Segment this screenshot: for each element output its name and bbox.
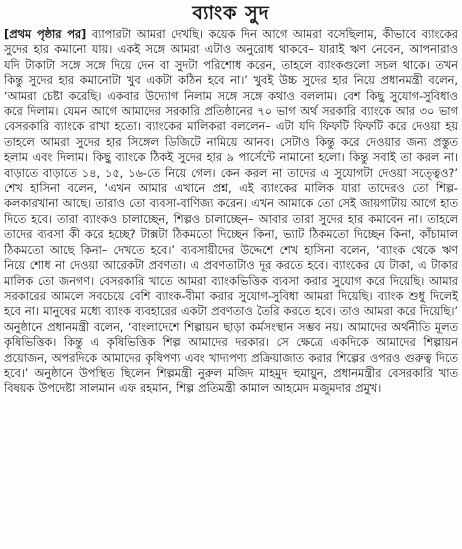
article-body xyxy=(4,27,458,546)
article-body-text: ব্যাপারটা আমরা দেখছি। কয়েক দিন আগে আমরা বসেছিলাম, কীভাবে ব্যাংকের সুদের হার কমানো যায়। একই সঙ্গে আমরা এটাও অনুরোধ থাকবে– যারাই ঋণ নেবেন, আপনারাও যদি টাকাটা সঙ্গে সঙ্গে দিয়ে দেন বা সুদটা পরিশোধ করেন, তাহলে ব্যাংকগুলো সচল থাকে। তখন কিন্তু সুদের হার কমানোটা খুব একটা কঠিন হবে না।’ খুবই উচ্চ সুদের হার নিয়ে প্রধানমন্ত্রী বলেন, ‘আমরা চেষ্টা করেছি। একবার উদ্যোগ নিলাম সঙ্গে সঙ্গে কথাও বললাম। বেশ কিছু সুযোগ-সুবিধাও করে দিলাম। যেমন আগে আমাদের সরকারি প্রতিষ্ঠানের ৭০ ভাগ অর্থ সরকারি ব্যাংকে আর ৩০ ভাগ বেসরকারি ব্যাংকে রাখা হতো। ব্যাংকের মালিকরা বললেন– এটা যদি ফিফটি ফিফটি করে দেওয়া হয় তাহলে আমরা সুদের হার সিঙ্গেল ডিজিটে নামিয়ে আনব। সেটাও কিন্তু করে দেওয়ার জন্য প্রস্তুত হলাম এবং দিলাম। কিছু ব্যাংকে ঠিকই সুদের হার ৯ পার্সেন্টে নামানো হলো। কিন্তু সবাই তা করল না। বাড়াতে বাড়াতে ১৪, ১৫, ১৬-তে নিয়ে গেল। কেন করল না তাদের এ সুযোগটা দেওয়া সত্ত্বেও?’ শেখ হাসিনা বলেন, ‘এখন আমার এখানে প্রশ্ন, এই ব্যাংকের মালিক যারা তাদেরও তো শিল্প-কলকারখানা আছে। তারাও তো ব্যবসা-বাণিজ্য করেন। এখন আমাকে তো সেই জায়গাটায় আগে হাত দিতে হবে। তারা ব্যাংকও চালাচ্ছেন, শিল্পও চালাচ্ছেন– আবার তারা সুদের হার কমাবেন না। তাহলে তাদের ব্যবসা কী করে হচ্ছে? টাক্সটা ঠিকমতো দিচ্ছেন কিনা, ভ্যাট ঠিকমতো দিচ্ছেন কিনা, কাঁচামাল ঠিকমতো আছে কিনা– দেখতে হবে।’ ব্যবসায়ীদের উদ্দেশে শেখ হাসিনা বলেন, ‘ব্যাংক থেকে ঋণ নিয়ে শোধ না দেওয়া আরেকটা প্রবণতা। এ প্রবণতাটাও দূর করতে হবে। ব্যাংকের যে টাকা, এ টাকার মালিক তো জনগণ। বেসরকারি খাতে আমরা ব্যাংকভিত্তিক ব্যবসা করার সুযোগ করে দিয়েছি। আমার সরকারের আমলে সবচেয়ে বেশি ব্যাংক-বীমা করার সুযোগ-সুবিধা আমরা দিয়েছি। ব্যাংক শুধু দিলেই হবে না। মানুষের মধ্যে ব্যাংক ব্যবহারের একটা প্রবণতাও তৈরি করতে হবে। তাও আমরা করে দিয়েছি।’ অনুষ্ঠানে প্রধানমন্ত্রী বলেন, ‘বাংলাদেশে শিল্পায়ন ছাড়া কর্মসংস্থান সম্ভব নয়। আমাদের অর্থনীতি মূলত কৃষিভিত্তিক। কিন্তু এ কৃষিভিত্তিক শিল্প আমাদের দরকার। সে ক্ষেত্রে একদিকে আমাদের শিল্পায়ন প্রয়োজন, অপরদিকে আমাদের কৃষিপণ্য এবং খাদ্যপণ্য প্রক্রিয়াজাত করার শিল্পের ওপরও গুরুত্ব দিতে হবে।’ অনুষ্ঠানে উপস্থিত ছিলেন শিল্পমন্ত্রী নুরুল মজিদ মাহমুদ হুমায়ুন, প্রধানমন্ত্রীর বেসরকারি খাত বিষয়ক উপদেষ্টা সালমান এফ রহমান, শিল্প প্রতিমন্ত্রী কামাল আহমেদ মজুমদার প্রমুখ। xyxy=(4,28,458,396)
continued-from-label: [প্রথম পৃষ্ঠার পর] xyxy=(4,28,87,41)
article-headline: ব্যাংক সুদ xyxy=(192,2,270,24)
